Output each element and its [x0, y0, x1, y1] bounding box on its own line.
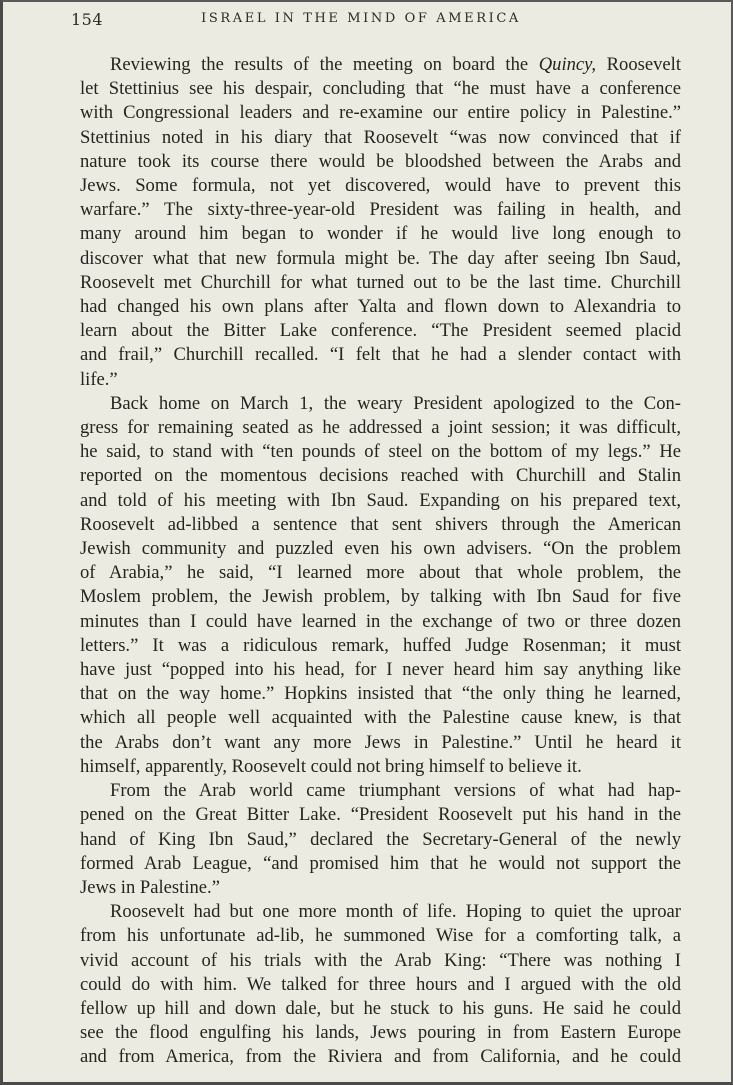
running-head [71, 10, 691, 36]
text-line: have just “popped into his head, for I never heard him say anything like [80, 659, 681, 681]
text-line: letters.” It was a ridiculous remark, huffed Judge Rosenman; it must [80, 634, 681, 656]
text-line: vivid account of his trials with the Arab King: “There was nothing I [80, 949, 681, 971]
text-line: Stettinius noted in his diary that Roosevelt “was now convinced that if [80, 126, 681, 148]
text-line: Jews in Palestine.” [80, 876, 220, 898]
page-number: 154 [71, 10, 104, 29]
text-line: pened on the Great Bitter Lake. “President Roosevelt put his hand in the [80, 804, 681, 826]
text-line: and frail,” Churchill recalled. “I felt that he had a slender contact with [80, 344, 681, 366]
text-line: Back home on March 1, the weary President apologized to the Con- [110, 392, 681, 414]
text-line: many around him began to wonder if he would live long enough to [80, 223, 681, 245]
text-line: learn about the Bitter Lake conference. “The President seemed placid [80, 320, 681, 342]
text-line: formed Arab League, “and promised him that he would not support the [80, 852, 681, 874]
text-line: Roosevelt had but one more month of life. Hoping to quiet the uproar [110, 901, 681, 923]
text-line: Jewish community and puzzled even his own advisers. “On the problem [80, 538, 681, 560]
text-line: see the flood engulfing his lands, Jews pouring in from Eastern Europe [80, 1022, 681, 1044]
text-line: which all people well acquainted with the Palestine cause knew, is that [80, 707, 681, 729]
text-line: he said, to stand with “ten pounds of steel on the bottom of my legs.” He [80, 441, 681, 463]
paragraph [80, 392, 681, 779]
text-line: could do with him. We talked for three hours and I argued with the old [80, 973, 681, 995]
body-text [80, 53, 681, 1070]
text-line: minutes than I could have learned in the exchange of two or three dozen [80, 610, 681, 632]
text-line: of Arabia,” he said, “I learned more about that whole problem, the [80, 562, 681, 584]
paragraph [80, 53, 681, 392]
text-line: gress for remaining seated as he addressed a joint session; it was difficult, [80, 417, 681, 439]
text-line: and from America, from the Riviera and from California, and he could [80, 1046, 681, 1068]
text-line: Jews. Some formula, not yet discovered, would have to prevent this [80, 175, 681, 197]
paragraph [80, 900, 681, 1069]
text-line: had changed his own plans after Yalta and flown down to Alexandria to [80, 296, 681, 318]
text-line: the Arabs don’t want any more Jews in Palestine.” Until he heard it [80, 731, 681, 753]
text-line: Reviewing the results of the meeting on board the Quincy, Roosevelt [110, 54, 682, 75]
paragraph [80, 779, 681, 900]
text-line: let Stettinius see his despair, concluding that “he must have a conference [80, 78, 681, 100]
text-line: reported on the momentous decisions reached with Churchill and Stalin [80, 465, 681, 487]
text-line: from his unfortunate ad-lib, he summoned Wise for a comforting talk, a [80, 925, 681, 947]
text-line: nature took its course there would be bloodshed between the Arabs and [80, 150, 681, 172]
ship-name: Quincy, [538, 54, 597, 75]
text-line: life.” [80, 368, 118, 390]
text-line: hand of King Ibn Saud,” declared the Secretary-General of the newly [80, 828, 681, 850]
text-line: fellow up hill and down dale, but he stuck to his guns. He said he could [80, 997, 681, 1019]
text-line: discover what that new formula might be. The day after seeing Ibn Saud, [80, 247, 681, 269]
text-line: Roosevelt met Churchill for what turned out to be the last time. Churchill [80, 271, 681, 293]
text-line: and told of his meeting with Ibn Saud. Expanding on his prepared text, [80, 489, 681, 511]
running-title: ISRAEL IN THE MIND OF AMERICA [201, 11, 521, 26]
text-line: Moslem problem, the Jewish problem, by talking with Ibn Saud for five [80, 586, 681, 608]
text-line: warfare.” The sixty-three-year-old President was failing in health, and [80, 199, 681, 221]
text-line: Roosevelt ad-libbed a sentence that sent shivers through the American [80, 513, 681, 535]
text-line: with Congressional leaders and re-examine our entire policy in Palestine.” [80, 102, 681, 124]
text-line: himself, apparently, Roosevelt could not bring himself to believe it. [80, 755, 582, 777]
text-line: that on the way home.” Hopkins insisted that “the only thing he learned, [80, 683, 681, 705]
text-line: From the Arab world came triumphant versions of what had hap- [110, 780, 681, 802]
